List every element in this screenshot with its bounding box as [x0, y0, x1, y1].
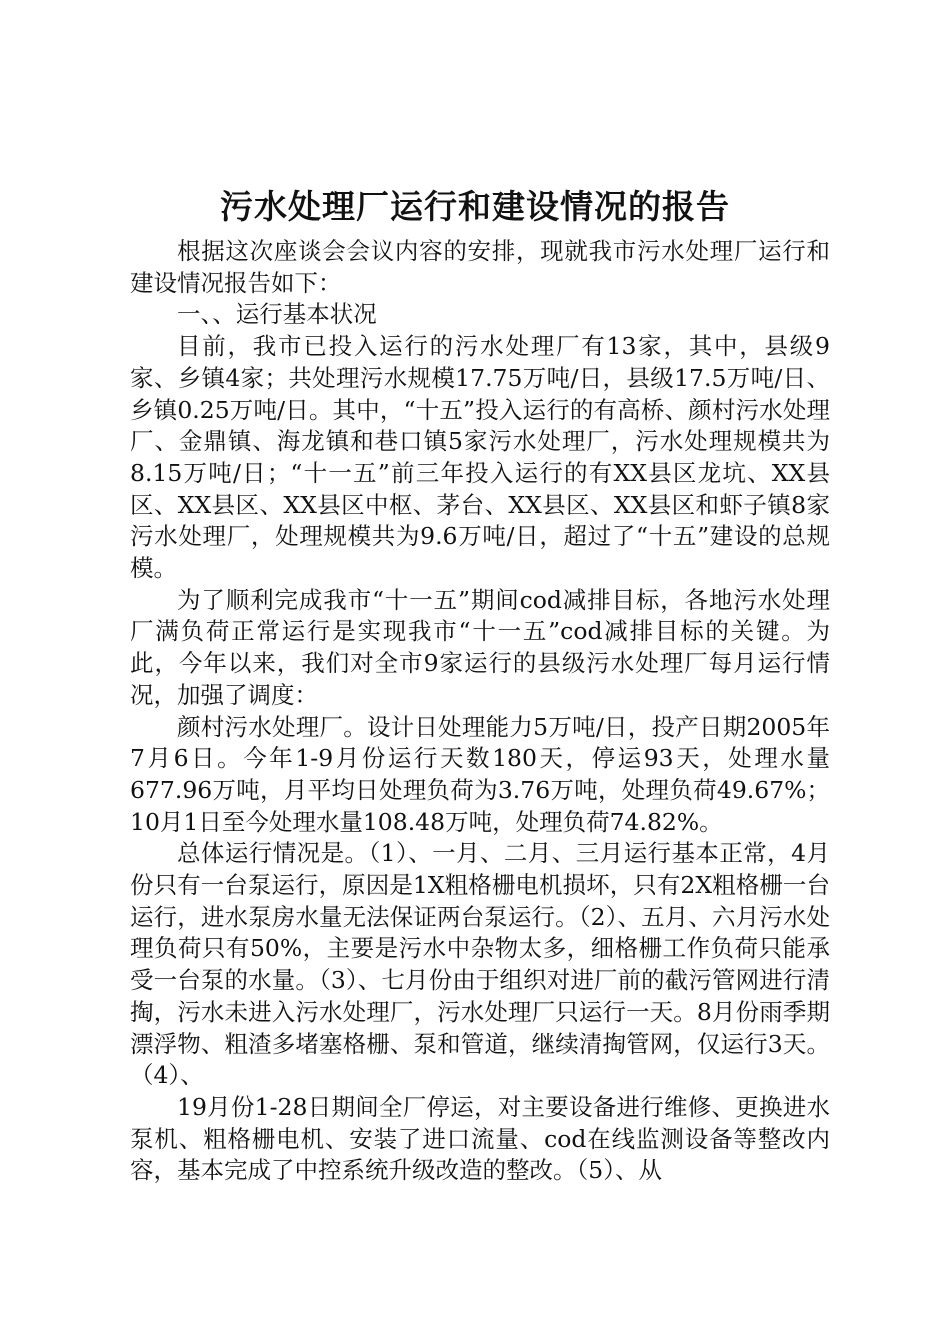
section-heading-operation-status: 一、、运行基本状况: [177, 300, 377, 329]
paragraph-intro: 根据这次座谈会会议内容的安排，现就我市污水处理厂运行和建设情况报告如下：: [130, 237, 830, 297]
paragraph-cod-targets: 为了顺利完成我市“十一五”期间cod减排目标，各地污水处理厂满负荷正常运行是实现我市“十一五”cod减排目标的关键。为此，今年以来，我们对全市9家运行的县级污水处理厂每月运行情况，加强了调度：: [130, 585, 830, 709]
document-body: [130, 236, 830, 1187]
document-title: 污水处理厂运行和建设情况的报告: [220, 187, 730, 226]
paragraph-shutdown-maintenance: 19月份1-28日期间全厂停运，对主要设备进行维修、更换进水泵机、粗格栅电机、安装了进口流量、cod在线监测设备等整改内容，基本完成了中控系统升级改造的整改。（5）、从: [130, 1092, 830, 1185]
paragraph-plant-overview: 目前，我市已投入运行的污水处理厂有13家，其中，县级9家、乡镇4家；共处理污水规模17.75万吨/日，县级17.5万吨/日、乡镇0.25万吨/日。其中，“十五”投入运行的有高桥、颜村污水处理厂、金鼎镇、海龙镇和巷口镇5家污水处理厂，污水处理规模共为8.15万吨/日；“十一五”前三年投入运行的有XX县区龙坑、XX县区、XX县区、XX县区中枢、茅台、XX县区、XX县区和虾子镇8家污水处理厂，处理规模共为9.6万吨/日，超过了“十五”建设的总规模。: [130, 332, 830, 583]
paragraph-overall-operation: 总体运行情况是。（1）、一月、二月、三月运行基本正常，4月份只有一台泵运行，原因是1X粗格栅电机损坏，只有2X粗格栅一台运行，进水泵房水量无法保证两台泵运行。（2）、五月、六月污水处理负荷只有50%，主要是污水中杂物太多，细格栅工作负荷只能承受一台泵的水量。（3）、七月份由于组织对进厂前的截污管网进行清掏，污水未进入污水处理厂，污水处理厂只运行一天。8月份雨季期漂浮物、粗渣多堵塞格栅、泵和管道，继续清掏管网，仅运行3天。（4）、: [130, 839, 830, 1090]
paragraph-yancun-plant: 颜村污水处理厂。设计日处理能力5万吨/日，投产日期2005年7月6日。今年1-9月份运行天数180天，停运93天，处理水量677.96万吨，月平均日处理负荷为3.76万吨，处理负荷49.67%；10月1日至今处理水量108.48万吨，处理负荷74.82%。: [130, 712, 830, 836]
